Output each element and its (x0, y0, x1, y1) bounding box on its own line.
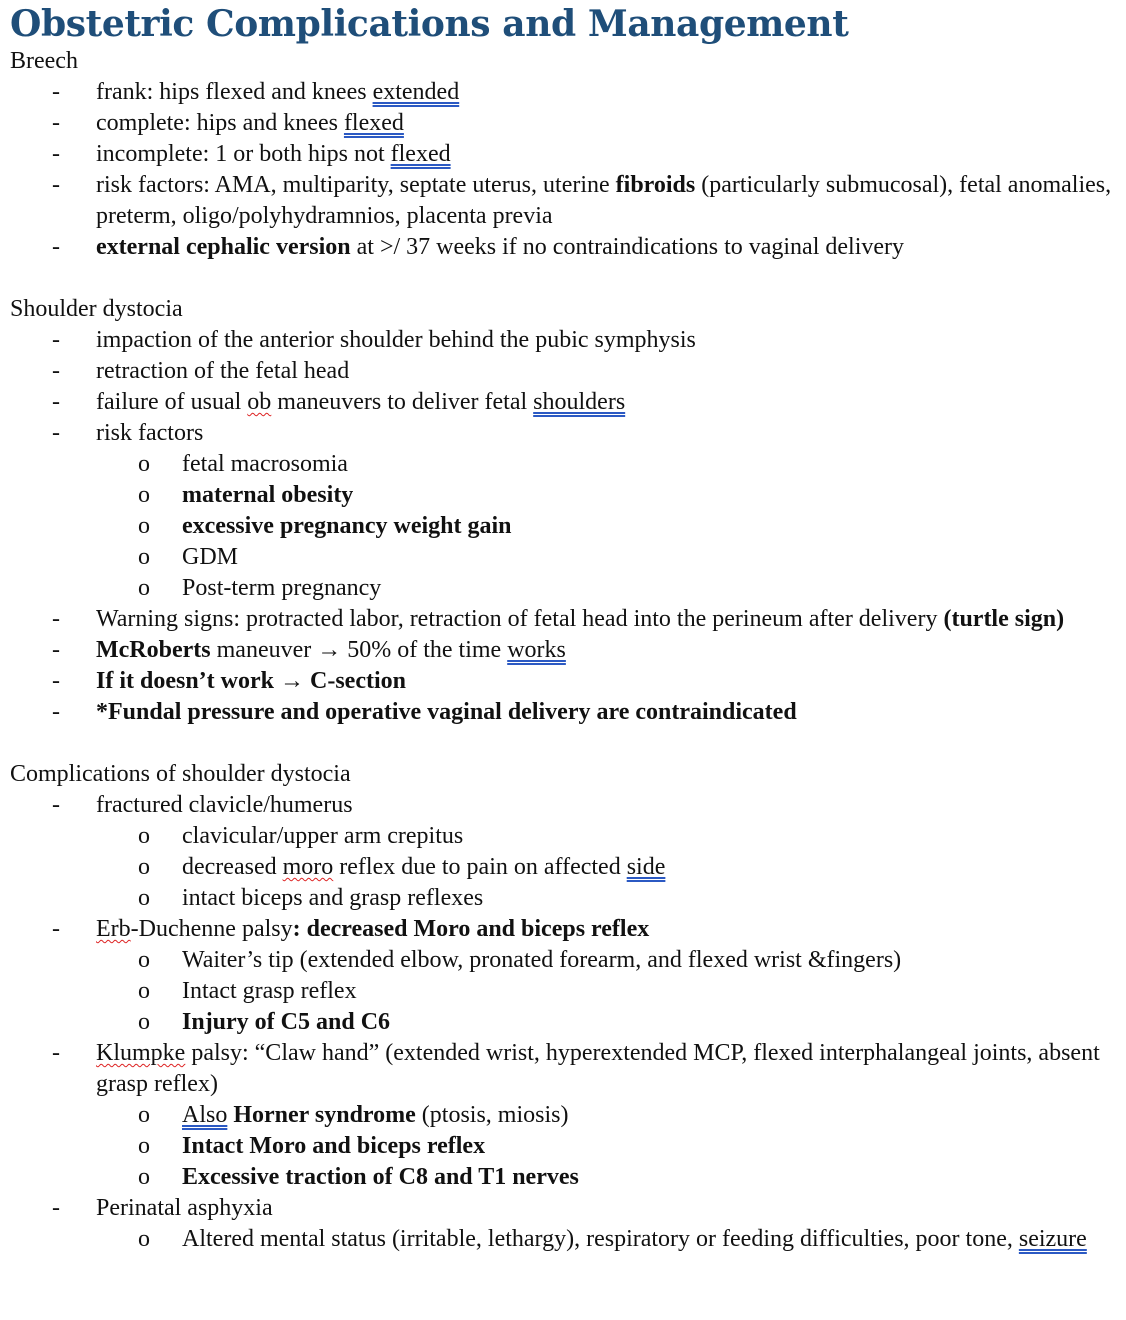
list-item: - risk factors (52, 420, 204, 446)
fracture-sublist (10, 821, 1116, 914)
breech-list (10, 77, 1116, 263)
list-item: o Excessive traction of C8 and T1 nerves (138, 1164, 579, 1190)
list-item: - retraction of the fetal head (52, 358, 350, 384)
erb-sublist (10, 945, 1116, 1038)
section-heading-breech: Breech (10, 48, 78, 74)
shoulder-list (10, 325, 1116, 449)
section-heading-shoulder-dystocia: Shoulder dystocia (10, 296, 183, 322)
list-item: - *Fundal pressure and operative vaginal delivery are contraindicated (52, 699, 797, 725)
list-item: - Klumpke palsy: “Claw hand” (extended wrist, hyperextended MCP, flexed interphalangeal joints, absent grasp reflex) (52, 1040, 1100, 1097)
complications-list (10, 790, 1116, 821)
list-item: - frank: hips flexed and knees extended (52, 79, 460, 105)
list-item: o GDM (138, 544, 239, 570)
page-title: Obstetric Complications and Management (10, 3, 849, 45)
list-item: o Altered mental status (irritable, lethargy), respiratory or feeding difficulties, poor tone, seizure (138, 1226, 1087, 1252)
list-item: - McRoberts maneuver → 50% of the time works (52, 637, 566, 663)
asphyxia-sublist (10, 1224, 1116, 1255)
list-item: o clavicular/upper arm crepitus (138, 823, 464, 849)
list-item: - external cephalic version at >/ 37 weeks if no contraindications to vaginal delivery (52, 234, 905, 260)
list-item: - failure of usual ob maneuvers to deliver fetal shoulders (52, 389, 626, 415)
list-item: o maternal obesity (138, 482, 354, 508)
list-item: - Erb-Duchenne palsy: decreased Moro and biceps reflex (52, 916, 650, 942)
list-item: o Waiter’s tip (extended elbow, pronated forearm, and flexed wrist &fingers) (138, 947, 902, 973)
shoulder-risk-list (10, 449, 1116, 604)
list-item: - complete: hips and knees flexed (52, 110, 404, 136)
list-item: - If it doesn’t work → C-section (52, 668, 406, 694)
asphyxia-list (10, 1193, 1116, 1224)
list-item: - risk factors: AMA, multiparity, septate uterus, uterine fibroids (particularly submucosal), fetal anomalies, preterm, oligo/polyhydramnios, placenta previa (52, 172, 1112, 229)
list-item: - Perinatal asphyxia (52, 1195, 273, 1221)
document-page (10, 0, 1116, 1255)
section-heading-complications: Complications of shoulder dystocia (10, 761, 351, 787)
list-item: o excessive pregnancy weight gain (138, 513, 512, 539)
list-item: o Injury of C5 and C6 (138, 1009, 391, 1035)
list-item: o Intact Moro and biceps reflex (138, 1133, 486, 1159)
list-item: o decreased moro reflex due to pain on affected side (138, 854, 666, 880)
list-item: o Intact grasp reflex (138, 978, 357, 1004)
erb-list (10, 914, 1116, 945)
klumpke-list (10, 1038, 1116, 1100)
list-item: - incomplete: 1 or both hips not flexed (52, 141, 451, 167)
list-item: o intact biceps and grasp reflexes (138, 885, 484, 911)
list-item: - impaction of the anterior shoulder behind the pubic symphysis (52, 327, 696, 353)
list-item: o fetal macrosomia (138, 451, 348, 477)
list-item: - fractured clavicle/humerus (52, 792, 353, 818)
klumpke-sublist (10, 1100, 1116, 1193)
list-item: o Post-term pregnancy (138, 575, 382, 601)
shoulder-management-list (10, 604, 1116, 728)
list-item: o Also Horner syndrome (ptosis, miosis) (138, 1102, 569, 1128)
list-item: - Warning signs: protracted labor, retraction of fetal head into the perineum after delivery (turtle sign) (52, 606, 1065, 632)
